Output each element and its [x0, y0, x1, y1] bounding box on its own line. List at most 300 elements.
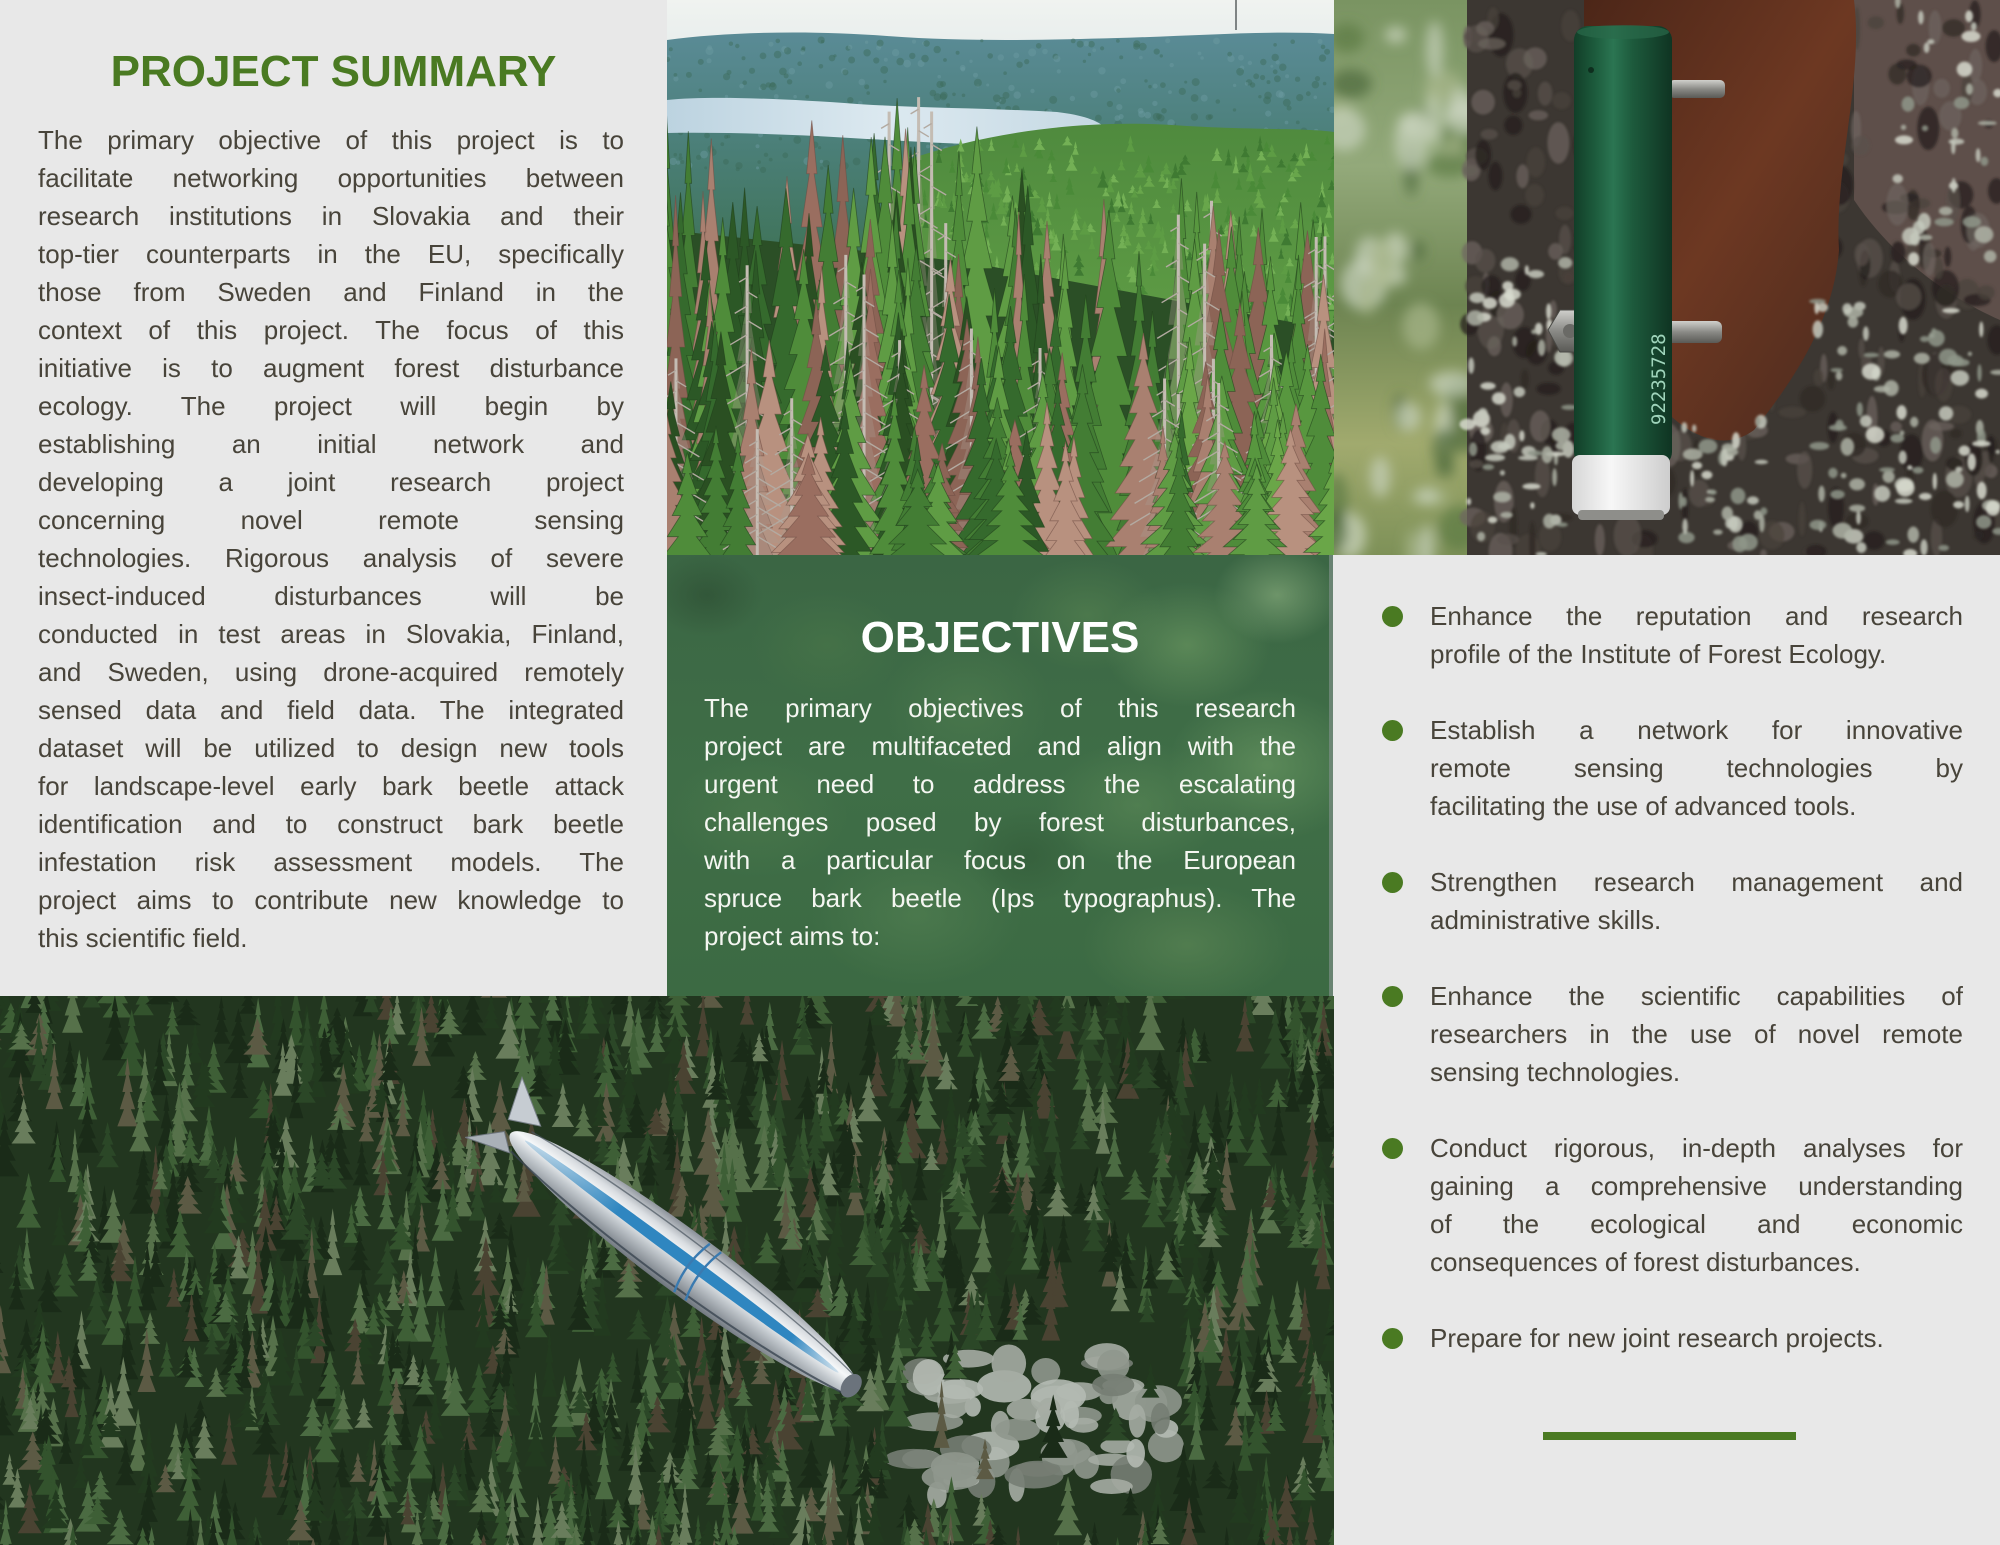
canopy-tree: [447, 1268, 465, 1310]
lichen-blob: [1984, 250, 1997, 262]
bark-fleck: [1974, 531, 1984, 540]
lichen-blob: [1512, 336, 1517, 346]
canopy-speck: [1028, 48, 1036, 56]
bark-fleck: [1556, 207, 1574, 220]
lichen-blob: [1755, 460, 1768, 464]
canopy-speck: [769, 42, 774, 47]
aim-line: remote sensing technologies by: [1430, 753, 1963, 783]
lichen-blob: [1927, 39, 1934, 44]
lichen-blob: [1836, 371, 1843, 380]
lichen-blob: [1972, 441, 1991, 447]
lichen-blob: [1939, 545, 1950, 551]
canopy-speck: [1296, 121, 1300, 125]
lichen-blob: [1542, 446, 1553, 463]
canopy-speck: [1088, 53, 1091, 56]
canopy-tree: [942, 1083, 960, 1139]
canopy-speck: [937, 75, 941, 79]
lichen-blob: [1525, 265, 1529, 275]
canopy-speck: [727, 135, 731, 139]
lichen-blob: [1883, 471, 1895, 483]
canopy-speck: [1272, 54, 1279, 61]
lichen-blob: [1895, 135, 1913, 144]
objectives-text: [704, 689, 1296, 955]
summary-line: ecology. The project will begin by: [38, 391, 624, 421]
summary-line: sensed data and field data. The integrated: [38, 695, 624, 725]
canopy-speck: [1323, 82, 1327, 86]
lichen-blob: [1976, 515, 1991, 529]
lichen-blob: [1920, 336, 1929, 342]
lichen-blob: [1556, 442, 1568, 450]
canopy-speck: [826, 81, 833, 88]
canopy-tree: [354, 1398, 373, 1428]
summary-line: infestation risk assessment models. The: [38, 847, 624, 877]
canopy-speck: [877, 40, 884, 47]
lichen-blob: [1747, 496, 1759, 504]
summary-line: for landscape-level early bark beetle attack: [38, 771, 624, 801]
canopy-speck: [1160, 82, 1166, 88]
lichen-blob: [1864, 353, 1879, 358]
canopy-speck: [1008, 85, 1014, 91]
canopy-speck: [926, 145, 930, 149]
bark-fleck: [1507, 80, 1521, 90]
canopy-tree: [489, 1213, 511, 1239]
canopy-speck: [789, 68, 796, 75]
bark-fleck: [1476, 21, 1494, 35]
canopy-tree: [481, 996, 508, 998]
canopy-speck: [1245, 82, 1249, 86]
lichen-blob: [1886, 539, 1900, 545]
canopy-tree: [740, 1222, 754, 1274]
lichen-blob: [1979, 322, 1983, 338]
rocky-clearing: [884, 1343, 1184, 1508]
canopy-speck: [1267, 80, 1271, 84]
canopy-speck: [1116, 39, 1120, 43]
bark-fleck: [1906, 44, 1920, 57]
bullet-dot-icon: [1382, 1328, 1403, 1349]
canopy-speck: [679, 153, 682, 156]
lichen-blob: [1818, 303, 1829, 312]
foliage-blob: [1395, 113, 1428, 169]
canopy-speck: [707, 45, 712, 50]
lichen-blob: [1530, 502, 1534, 509]
canopy-tree: [1323, 1528, 1334, 1545]
canopy-speck: [1070, 96, 1075, 101]
canopy-speck: [969, 60, 972, 63]
lichen-blob: [1957, 62, 1973, 77]
canopy-speck: [742, 56, 746, 60]
rock: [1063, 1401, 1079, 1429]
lichen-blob: [1965, 10, 1973, 22]
canopy-tree: [524, 1408, 547, 1467]
lichen-blob: [1831, 368, 1843, 372]
lichen-blob: [1917, 213, 1930, 230]
canopy-speck: [1319, 54, 1326, 61]
lichen-blob: [1690, 470, 1694, 487]
foliage-blob: [1412, 240, 1425, 261]
canopy-speck: [1053, 55, 1060, 62]
lichen-blob: [1954, 97, 1970, 109]
bark-fleck: [1478, 38, 1506, 49]
canopy-speck: [793, 136, 801, 144]
lichen-blob: [1939, 207, 1953, 216]
bark-fleck: [1530, 410, 1551, 442]
canopy-speck: [1201, 95, 1208, 102]
bark-fleck: [1907, 65, 1932, 88]
lichen-blob: [1976, 148, 1981, 162]
canopy-tree: [89, 1471, 112, 1500]
sensor-tube-top: [1577, 25, 1669, 39]
foliage-blob: [1360, 278, 1375, 316]
lichen-blob: [1682, 518, 1687, 534]
bark-fleck: [1488, 162, 1502, 190]
bark-fleck: [1977, 285, 1994, 299]
canopy-speck: [1213, 38, 1220, 45]
bark-fleck: [1475, 249, 1495, 273]
canopy-speck: [669, 47, 673, 51]
canopy-speck: [776, 39, 781, 44]
bark-fleck: [1931, 491, 1958, 528]
lichen-blob: [1478, 408, 1488, 420]
bark-fleck: [1950, 429, 1962, 438]
bark-fleck: [1988, 435, 1994, 463]
canopy-tree: [1120, 1169, 1150, 1199]
bark-fleck: [1896, 283, 1921, 310]
bark-fleck: [1614, 514, 1642, 555]
canopy-speck: [820, 160, 823, 163]
canopy-tree: [133, 996, 154, 1015]
lichen-blob: [1884, 380, 1899, 396]
lichen-blob: [1504, 289, 1521, 301]
bark-fleck: [1799, 502, 1806, 536]
canopy-speck: [1227, 52, 1232, 57]
canopy-speck: [1184, 81, 1187, 84]
canopy-tree: [740, 996, 754, 1025]
canopy-speck: [1258, 95, 1261, 98]
canopy-tree: [2, 1454, 16, 1485]
summary-line: insect-induced disturbances will be: [38, 581, 624, 611]
lichen-blob: [1978, 121, 1997, 126]
lichen-blob: [1546, 303, 1551, 319]
lichen-blob: [1829, 424, 1847, 431]
canopy-speck: [779, 68, 787, 76]
canopy-speck: [760, 53, 767, 60]
canopy-speck: [1116, 104, 1122, 110]
canopy-tree: [1324, 996, 1334, 1009]
canopy-speck: [946, 103, 950, 107]
canopy-speck: [1030, 89, 1034, 93]
canopy-tree: [1010, 1526, 1027, 1545]
canopy-speck: [707, 58, 712, 63]
canopy-speck: [735, 44, 739, 48]
bark-fleck: [1511, 205, 1532, 224]
canopy-speck: [782, 152, 788, 158]
canopy-speck: [1285, 74, 1289, 78]
lichen-blob: [1874, 486, 1890, 502]
canopy-speck: [1077, 41, 1084, 48]
lichen-blob: [1971, 22, 1977, 31]
canopy-speck: [760, 167, 766, 173]
canopy-speck: [723, 73, 730, 80]
bark-fleck: [1471, 90, 1495, 115]
bullet-dot-icon: [1382, 1138, 1403, 1159]
lichen-blob: [1531, 329, 1537, 334]
objectives-line: challenges posed by forest disturbances,: [704, 807, 1296, 837]
lichen-blob: [1709, 490, 1717, 495]
aim-item: [1334, 711, 1963, 825]
lichen-blob: [1879, 467, 1895, 472]
canopy-speck: [756, 166, 759, 169]
canopy-speck: [1161, 108, 1167, 114]
lichen-blob: [1919, 493, 1932, 500]
canopy-speck: [1138, 108, 1144, 114]
canopy-tree: [797, 1439, 826, 1488]
canopy-speck: [704, 166, 707, 169]
bark-fleck: [1524, 47, 1547, 69]
summary-line: facilitate networking opportunities between: [38, 163, 624, 193]
canopy-speck: [1120, 78, 1126, 84]
project-summary-panel: [0, 0, 667, 996]
bark-fleck: [1923, 242, 1936, 276]
canopy-speck: [820, 166, 823, 169]
canopy-speck: [739, 84, 744, 89]
bark-fleck: [1814, 369, 1824, 386]
bullet-dot-icon: [1382, 986, 1403, 1007]
canopy-tree: [1260, 1295, 1286, 1355]
canopy-tree: [626, 1309, 651, 1339]
bark-fleck: [1891, 242, 1906, 264]
rock: [1151, 1403, 1170, 1434]
canopy-speck: [793, 95, 797, 99]
lichen-blob: [1963, 216, 1981, 227]
lichen-blob: [1890, 434, 1904, 443]
bark-fleck: [1538, 82, 1553, 106]
sensor-serial-number: 92235728: [1648, 333, 1670, 425]
rock: [995, 1419, 1040, 1441]
aim-line: researchers in the use of novel remote: [1430, 1019, 1963, 1049]
lichen-blob: [1491, 441, 1510, 453]
lichen-blob: [1908, 252, 1919, 265]
foliage-blob: [1385, 27, 1407, 44]
canopy-speck: [699, 89, 703, 93]
canopy-speck: [749, 68, 755, 74]
canopy-speck: [1003, 92, 1010, 99]
summary-line: dataset will be utilized to design new tools: [38, 733, 624, 763]
canopy-tree: [262, 1453, 278, 1497]
lichen-blob: [1692, 462, 1702, 470]
bark-fleck: [1521, 370, 1529, 390]
canopy-tree: [73, 1455, 89, 1488]
canopy-speck: [1024, 59, 1029, 64]
canopy-speck: [1013, 53, 1019, 59]
canopy-speck: [1253, 73, 1259, 79]
lichen-blob: [1918, 11, 1924, 25]
bark-fleck: [1917, 107, 1939, 150]
bark-fleck: [1547, 122, 1569, 164]
canopy-speck: [1274, 75, 1281, 82]
objectives-heading: OBJECTIVES: [860, 613, 1140, 662]
lichen-blob: [1946, 471, 1964, 488]
canopy-speck: [998, 54, 1004, 60]
aim-line: Establish a network for innovative: [1430, 715, 1963, 745]
bark-fleck: [1888, 64, 1906, 85]
lichen-blob: [1818, 486, 1825, 502]
lichen-blob: [1493, 492, 1511, 503]
canopy-speck: [1238, 55, 1244, 61]
lichen-blob: [1557, 523, 1568, 527]
objectives-line: project are multifaceted and align with the: [704, 731, 1296, 761]
canopy-speck: [766, 82, 771, 87]
canopy-speck: [774, 94, 779, 99]
aim-line: Enhance the scientific capabilities of: [1430, 981, 1963, 1011]
rock: [1092, 1374, 1134, 1396]
canopy-speck: [764, 153, 768, 157]
lichen-blob: [1914, 353, 1930, 364]
aim-text: [1430, 863, 1963, 939]
lichen-blob: [1732, 536, 1747, 552]
lichen-blob: [1935, 218, 1954, 227]
bullet-dot-icon: [1382, 872, 1403, 893]
canopy-speck: [1273, 43, 1277, 47]
canopy-speck: [1092, 48, 1096, 52]
canopy-speck: [1116, 88, 1120, 92]
canopy-speck: [1265, 111, 1271, 117]
aerial-forest-scene: [0, 996, 1334, 1545]
canopy-tree: [464, 1051, 487, 1080]
canopy-speck: [940, 92, 948, 100]
canopy-speck: [859, 79, 866, 86]
bark-fleck: [1595, 524, 1605, 555]
bark-fleck: [1935, 368, 1952, 402]
canopy-tree: [224, 1008, 253, 1063]
lichen-blob: [1841, 473, 1847, 479]
lichen-blob: [1837, 346, 1847, 355]
summary-line: this scientific field.: [38, 923, 248, 953]
sensor-cap-rim: [1578, 510, 1664, 520]
canopy-speck: [1160, 54, 1163, 57]
canopy-speck: [1198, 52, 1202, 56]
canopy-speck: [700, 151, 708, 159]
bark-fleck: [1851, 136, 1869, 155]
canopy-speck: [847, 97, 853, 103]
canopy-speck: [934, 46, 941, 53]
canopy-tree: [96, 1122, 119, 1167]
aims-list: [1334, 597, 1963, 1395]
canopy-speck: [1260, 59, 1266, 65]
canopy-tree: [377, 996, 397, 1020]
lichen-blob: [1975, 389, 1988, 399]
canopy-speck: [802, 46, 806, 50]
canopy-speck: [921, 55, 929, 63]
bark-fleck: [1563, 272, 1573, 282]
canopy-speck: [973, 73, 978, 78]
lichen-blob: [1469, 293, 1485, 304]
canopy-tree: [627, 1531, 647, 1545]
canopy-speck: [698, 59, 704, 65]
lichen-blob: [1849, 505, 1865, 512]
canopy-tree: [426, 1247, 445, 1306]
canopy-tree: [1270, 1099, 1288, 1155]
summary-line: developing a joint research project: [38, 467, 624, 497]
canopy-tree: [344, 1487, 369, 1519]
lichen-blob: [1897, 405, 1907, 420]
canopy-tree: [1084, 996, 1103, 1006]
lichen-blob: [1713, 530, 1722, 535]
lichen-blob: [1967, 453, 1976, 470]
canopy-speck: [863, 49, 870, 56]
canopy-speck: [774, 51, 782, 59]
canopy-speck: [1014, 91, 1021, 98]
canopy-speck: [1003, 71, 1007, 75]
bullet-dot-icon: [1382, 606, 1403, 627]
canopy-tree: [569, 1386, 592, 1413]
mounting-bolt: [1664, 321, 1722, 343]
lichen-blob: [1810, 520, 1827, 530]
canopy-tree: [230, 1061, 248, 1098]
canopy-speck: [873, 57, 879, 63]
canopy-speck: [956, 51, 960, 55]
canopy-speck: [1248, 61, 1252, 65]
canopy-tree: [49, 1331, 66, 1383]
bark-fleck: [1470, 460, 1484, 468]
summary-line: context of this project. The focus of this: [38, 315, 624, 345]
canopy-speck: [1324, 49, 1330, 55]
lichen-blob: [1678, 532, 1694, 543]
lichen-blob: [1480, 382, 1495, 389]
canopy-tree: [0, 1305, 11, 1373]
canopy-speck: [680, 160, 684, 164]
canopy-tree: [333, 1447, 352, 1487]
lichen-blob: [1467, 498, 1472, 505]
lichen-blob: [1518, 456, 1538, 461]
canopy-speck: [1098, 67, 1105, 74]
canopy-speck: [996, 102, 1000, 106]
canopy-speck: [679, 156, 683, 160]
lichen-blob: [1519, 430, 1524, 441]
canopy-speck: [936, 81, 943, 88]
bark-fleck: [1481, 129, 1498, 140]
canopy-speck: [805, 95, 809, 99]
canopy-tree: [353, 1141, 371, 1185]
canopy-speck: [1036, 43, 1042, 49]
canopy-speck: [883, 80, 886, 83]
lichen-blob: [1692, 425, 1696, 433]
lichen-blob: [1756, 417, 1760, 427]
lichen-blob: [1514, 387, 1525, 397]
aim-item: [1334, 597, 1963, 673]
summary-line: those from Sweden and Finland in the: [38, 277, 624, 307]
lichen-blob: [1951, 128, 1958, 139]
lichen-blob: [1930, 437, 1941, 454]
canopy-tree: [1202, 1460, 1230, 1488]
lichen-blob: [1705, 497, 1715, 503]
summary-line: technologies. Rigorous analysis of severe: [38, 543, 624, 573]
summary-line: top-tier counterparts in the EU, specifically: [38, 239, 624, 269]
lichen-blob: [1698, 439, 1717, 454]
canopy-tree: [187, 1024, 203, 1063]
tree-sensor-scene: [1334, 0, 2000, 555]
rock: [1090, 1479, 1133, 1494]
lichen-blob: [1953, 501, 1964, 508]
lichen-blob: [1895, 499, 1913, 504]
canopy-speck: [1107, 101, 1113, 107]
canopy-speck: [1287, 106, 1292, 111]
canopy-speck: [1315, 76, 1320, 81]
aim-text: [1430, 597, 1963, 673]
bullet-dot-icon: [1382, 720, 1403, 741]
canopy-tree: [1044, 1540, 1073, 1545]
canopy-tree: [604, 1352, 622, 1382]
foliage-blob: [1396, 403, 1421, 432]
